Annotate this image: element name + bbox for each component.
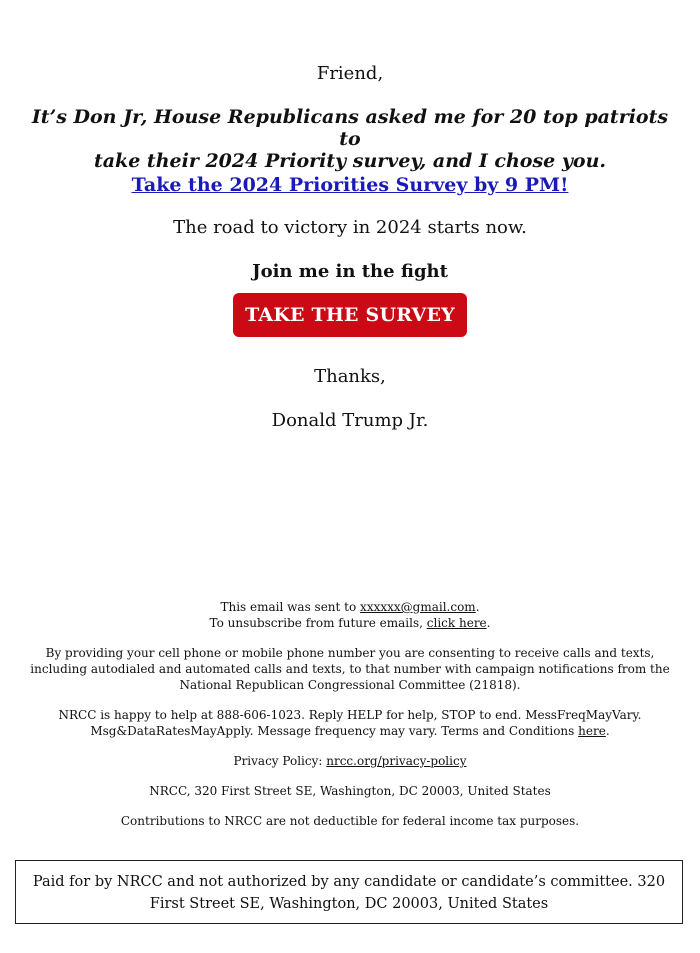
help-suffix: .: [605, 724, 610, 738]
headline-line-1: It’s Don Jr, House Republicans asked me for 20 top patriots to: [31, 106, 669, 150]
footer: [20, 599, 680, 843]
terms-link[interactable]: here: [578, 724, 606, 738]
footer-help: [20, 707, 680, 739]
survey-link-row: [0, 172, 700, 198]
join-text: Join me in the fight: [252, 261, 448, 282]
headline-line-2: take their 2024 Priority survey, and I chose you.: [93, 150, 607, 172]
footer-sent-to: [20, 599, 680, 615]
footer-contributions: Contributions to NRCC are not deductible for federal income tax purposes.: [120, 814, 580, 828]
unsub-prefix: To unsubscribe from future emails,: [209, 616, 427, 630]
headline: [18, 106, 682, 172]
sent-suffix: .: [475, 600, 480, 614]
signer-name: Donald Trump Jr.: [271, 410, 429, 431]
footer-unsubscribe: [20, 615, 680, 631]
sign-off: Thanks,: [314, 366, 386, 387]
unsubscribe-link[interactable]: click here: [426, 616, 487, 630]
sent-prefix: This email was sent to: [220, 600, 361, 614]
take-survey-button[interactable]: TAKE THE SURVEY: [233, 293, 467, 337]
help-text: NRCC is happy to help at 888-606-1023. Reply HELP for help, STOP to end. MessFreqMayVary. Msg&DataRatesMayApply. Message frequency may vary. Terms and Conditions: [58, 708, 642, 738]
unsub-suffix: .: [486, 616, 491, 630]
recipient-email-link[interactable]: xxxxxx@gmail.com: [360, 600, 476, 614]
footer-address: NRCC, 320 First Street SE, Washington, DC 20003, United States: [149, 784, 551, 798]
greeting: Friend,: [316, 63, 384, 84]
privacy-prefix: Privacy Policy:: [233, 754, 327, 768]
paid-for-disclaimer: Paid for by NRCC and not authorized by any candidate or candidate’s committee. 320 First Street SE, Washington, DC 20003, United States: [15, 860, 683, 924]
privacy-policy-link[interactable]: nrcc.org/privacy-policy: [326, 754, 467, 768]
road-to-victory-text: The road to victory in 2024 starts now.: [173, 217, 527, 238]
survey-link[interactable]: Take the 2024 Priorities Survey by 9 PM!: [131, 174, 569, 196]
footer-consent: By providing your cell phone or mobile phone number you are consenting to receive calls and texts, including autodialed and automated calls and texts, to that number with campaign notifications from the National Republican Congressional Committee (21818).: [30, 646, 670, 692]
cta-row: [0, 293, 700, 337]
footer-privacy: [20, 753, 680, 769]
